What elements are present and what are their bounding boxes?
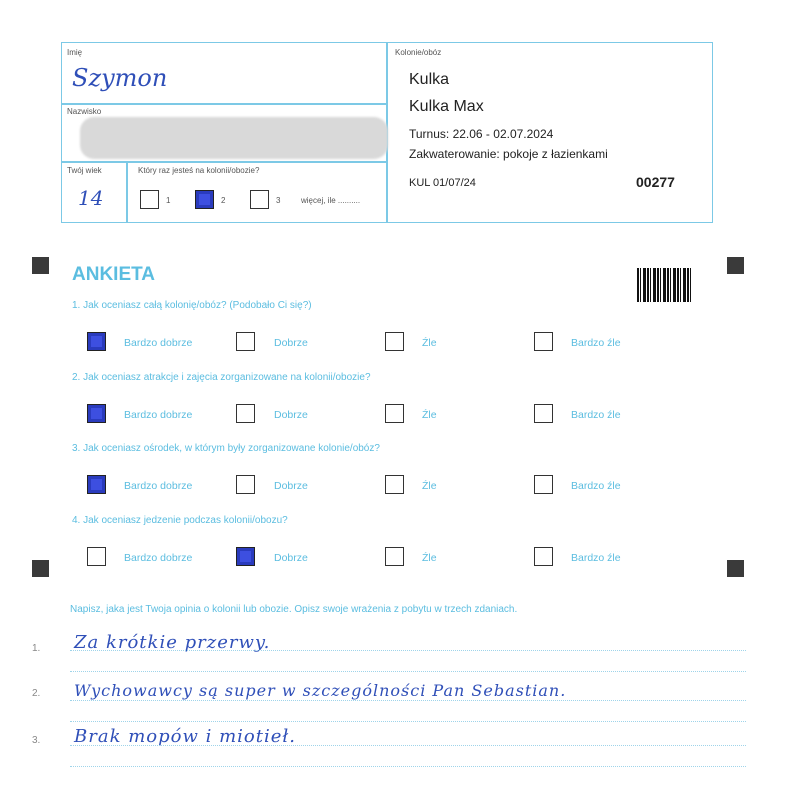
more-times-label: więcej, ile ..........: [301, 196, 361, 205]
opinion-line-number-1: 1.: [32, 643, 41, 654]
question-2-option-1-checkbox[interactable]: [87, 404, 106, 423]
question-4-option-1-checkbox[interactable]: [87, 547, 106, 566]
opinion-answer-3[interactable]: Brak mopów i miotieł.: [74, 726, 296, 747]
header-divider-surname: [62, 161, 386, 163]
times-checkbox-1[interactable]: [140, 190, 159, 209]
question-1-text: 1. Jak oceniasz całą kolonię/obóz? (Podobało Ci się?): [72, 300, 312, 311]
question-4-option-4-checkbox[interactable]: [534, 547, 553, 566]
opinion-line-number-3: 3.: [32, 735, 41, 746]
camp-label: Kolonie/obóz: [395, 48, 442, 57]
times-label: Który raz jesteś na kolonii/obozie?: [138, 166, 260, 175]
question-3-option-2-checkbox[interactable]: [236, 475, 255, 494]
question-2-option-1-label: Bardzo dobrze: [124, 409, 193, 421]
surname-label: Nazwisko: [67, 107, 102, 116]
question-1-option-2-label: Dobrze: [274, 337, 308, 349]
question-3-option-1-label: Bardzo dobrze: [124, 480, 193, 492]
barcode: [637, 268, 691, 302]
survey-title: ANKIETA: [72, 264, 156, 285]
opinion-rule-1a: [70, 650, 746, 651]
registration-marker-top-left: [32, 257, 49, 274]
opinion-answer-2[interactable]: Wychowawcy są super w szczególności Pan Sebastian.: [74, 681, 567, 700]
opinion-rule-2a: [70, 700, 746, 701]
question-4-option-1-label: Bardzo dobrze: [124, 552, 193, 564]
opinion-line-number-2: 2.: [32, 688, 41, 699]
turnus: Turnus: 22.06 - 02.07.2024: [409, 127, 554, 141]
age-value[interactable]: 14: [78, 186, 104, 210]
registration-marker-bottom-right: [727, 560, 744, 577]
question-1-option-3-label: Źle: [422, 337, 437, 349]
times-checkbox-2[interactable]: [195, 190, 214, 209]
times-option-1: 1: [166, 196, 171, 205]
question-2-option-2-checkbox[interactable]: [236, 404, 255, 423]
question-3-option-2-label: Dobrze: [274, 480, 308, 492]
header-divider-name: [62, 103, 386, 105]
question-3-option-1-checkbox[interactable]: [87, 475, 106, 494]
question-1-option-4-label: Bardzo źle: [571, 337, 621, 349]
question-4-option-3-checkbox[interactable]: [385, 547, 404, 566]
age-label: Twój wiek: [67, 166, 102, 175]
question-3-option-3-label: Źle: [422, 480, 437, 492]
registration-marker-top-right: [727, 257, 744, 274]
camp-subname: Kulka Max: [409, 98, 484, 115]
question-1-option-4-checkbox[interactable]: [534, 332, 553, 351]
question-2-option-4-label: Bardzo źle: [571, 409, 621, 421]
form-number: 00277: [636, 174, 675, 190]
question-4-option-3-label: Źle: [422, 552, 437, 564]
question-4-option-4-label: Bardzo źle: [571, 552, 621, 564]
question-2-text: 2. Jak oceniasz atrakcje i zajęcia zorganizowane na kolonii/obozie?: [72, 372, 371, 383]
question-1-option-3-checkbox[interactable]: [385, 332, 404, 351]
question-3-option-4-checkbox[interactable]: [534, 475, 553, 494]
header-divider-age: [126, 161, 128, 222]
question-3-text: 3. Jak oceniasz ośrodek, w którym były zorganizowane kolonie/obóz?: [72, 443, 380, 454]
question-2-option-2-label: Dobrze: [274, 409, 308, 421]
surname-redacted: [80, 117, 388, 159]
opinion-answer-1[interactable]: Za krótkie przerwy.: [74, 632, 271, 653]
question-2-option-4-checkbox[interactable]: [534, 404, 553, 423]
question-1-option-2-checkbox[interactable]: [236, 332, 255, 351]
question-1-option-1-checkbox[interactable]: [87, 332, 106, 351]
question-3-option-4-label: Bardzo źle: [571, 480, 621, 492]
opinion-rule-2b: [70, 721, 746, 722]
times-option-2: 2: [221, 196, 226, 205]
question-2-option-3-label: Źle: [422, 409, 437, 421]
times-option-3: 3: [276, 196, 281, 205]
registration-marker-bottom-left: [32, 560, 49, 577]
opinion-rule-3b: [70, 766, 746, 767]
camp-name: Kulka: [409, 71, 450, 88]
opinion-rule-3a: [70, 745, 746, 746]
first-name-label: Imię: [67, 48, 83, 57]
question-4-option-2-checkbox[interactable]: [236, 547, 255, 566]
times-checkbox-3[interactable]: [250, 190, 269, 209]
opinion-rule-1b: [70, 671, 746, 672]
question-4-text: 4. Jak oceniasz jedzenie podczas kolonii/obozu?: [72, 515, 288, 526]
question-1-option-1-label: Bardzo dobrze: [124, 337, 193, 349]
question-3-option-3-checkbox[interactable]: [385, 475, 404, 494]
question-4-option-2-label: Dobrze: [274, 552, 308, 564]
camp-code: KUL 01/07/24: [409, 177, 476, 189]
question-2-option-3-checkbox[interactable]: [385, 404, 404, 423]
opinion-prompt: Napisz, jaka jest Twoja opinia o kolonii lub obozie. Opisz swoje wrażenia z pobytu w trzech zdaniach.: [70, 604, 518, 615]
first-name-value[interactable]: Szymon: [72, 64, 168, 92]
accommodation: Zakwaterowanie: pokoje z łazienkami: [409, 147, 608, 161]
